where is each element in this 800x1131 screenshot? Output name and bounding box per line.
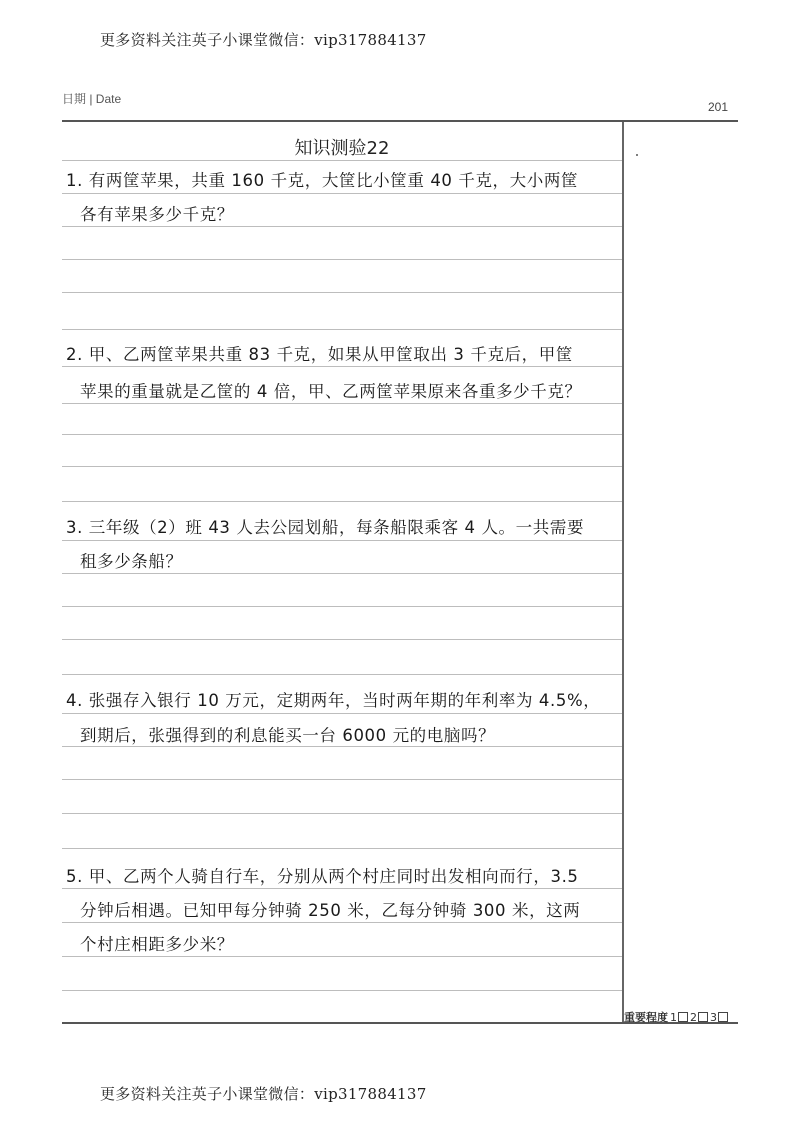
ruled-line <box>62 329 622 330</box>
ruled-line <box>62 573 622 574</box>
question-1-line-1: 1. 有两筐苹果，共重 160 千克，大筐比小筐重 40 千克，大小两筐 <box>66 171 579 190</box>
question-5-line-2: 分钟后相遇。已知甲每分钟骑 250 米，乙每分钟骑 300 米，这两 <box>80 901 581 920</box>
ruled-line <box>62 160 622 161</box>
ruled-line <box>62 956 622 957</box>
question-4-line-1: 4. 张强存入银行 10 万元，定期两年，当时两年期的年利率为 4.5%， <box>66 691 601 710</box>
question-5-line-3: 个村庄相距多少米？ <box>80 935 234 954</box>
ruled-line <box>62 193 622 194</box>
ruled-line <box>62 434 622 435</box>
importance-rating <box>624 1009 730 1025</box>
importance-level-3: 3 <box>710 1010 717 1024</box>
ruled-line <box>62 674 622 675</box>
importance-checkbox-1[interactable] <box>678 1012 688 1022</box>
question-3-line-1: 3. 三年级（2）班 43 人去公园划船，每条船限乘客 4 人。一共需要 <box>66 518 585 537</box>
importance-checkbox-3[interactable] <box>718 1012 728 1022</box>
question-2-line-2: 苹果的重量就是乙筐的 4 倍，甲、乙两筐苹果原来各重多少千克？ <box>80 382 582 401</box>
margin-rule <box>622 122 624 1022</box>
margin-dot <box>636 154 638 156</box>
question-5-line-1: 5. 甲、乙两个人骑自行车，分别从两个村庄同时出发相向而行，3.5 <box>66 867 579 886</box>
ruled-line <box>62 713 622 714</box>
ruled-line <box>62 501 622 502</box>
ruled-line <box>62 466 622 467</box>
watermark-bottom: 更多资料关注英子小课堂微信：vip317884137 <box>100 1085 427 1103</box>
importance-level-2: 2 <box>690 1010 697 1024</box>
importance-level-1: 1 <box>670 1010 677 1024</box>
ruled-line <box>62 813 622 814</box>
question-2-line-1: 2. 甲、乙两筐苹果共重 83 千克，如果从甲筐取出 3 千克后，甲筐 <box>66 345 573 364</box>
ruled-line <box>62 922 622 923</box>
ruled-line <box>62 226 622 227</box>
importance-checkbox-2[interactable] <box>698 1012 708 1022</box>
sheet-title: 知识测验22 <box>294 138 390 159</box>
ruled-line <box>62 292 622 293</box>
watermark-top: 更多资料关注英子小课堂微信：vip317884137 <box>100 31 427 49</box>
ruled-line <box>62 848 622 849</box>
ruled-line <box>62 403 622 404</box>
question-3-line-2: 租多少条船？ <box>80 552 183 571</box>
ruled-line <box>62 639 622 640</box>
ruled-line <box>62 779 622 780</box>
importance-label: 重要程度 <box>624 1011 668 1024</box>
ruled-line <box>62 366 622 367</box>
ruled-line <box>62 259 622 260</box>
ruled-line <box>62 540 622 541</box>
ruled-line <box>62 888 622 889</box>
date-label: 日期 | Date <box>62 92 122 106</box>
ruled-line <box>62 746 622 747</box>
question-1-line-2: 各有苹果多少千克？ <box>80 205 234 224</box>
header-rule <box>62 120 738 122</box>
page-number: 201 <box>708 100 729 114</box>
question-4-line-2: 到期后，张强得到的利息能买一台 6000 元的电脑吗？ <box>80 726 496 745</box>
ruled-line <box>62 606 622 607</box>
ruled-line <box>62 990 622 991</box>
